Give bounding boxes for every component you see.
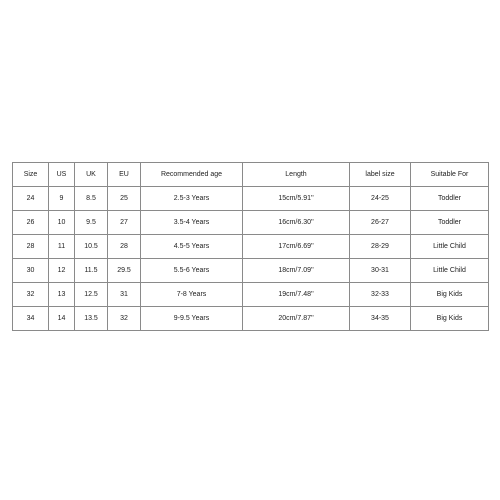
cell-label-size: 24-25 — [350, 187, 411, 211]
cell-uk: 11.5 — [75, 259, 108, 283]
table-row — [13, 259, 489, 283]
header-size: Size — [13, 163, 49, 187]
cell-recommended-age: 9-9.5 Years — [141, 307, 243, 331]
cell-suitable-for: Big Kids — [411, 283, 489, 307]
cell-suitable-for: Big Kids — [411, 307, 489, 331]
cell-us: 9 — [49, 187, 75, 211]
cell-length: 18cm/7.09'' — [243, 259, 350, 283]
cell-size: 34 — [13, 307, 49, 331]
cell-recommended-age: 5.5-6 Years — [141, 259, 243, 283]
cell-uk: 10.5 — [75, 235, 108, 259]
cell-eu: 31 — [108, 283, 141, 307]
cell-label-size: 26-27 — [350, 211, 411, 235]
header-uk: UK — [75, 163, 108, 187]
header-us: US — [49, 163, 75, 187]
cell-suitable-for: Little Child — [411, 235, 489, 259]
cell-eu: 29.5 — [108, 259, 141, 283]
cell-size: 28 — [13, 235, 49, 259]
cell-us: 10 — [49, 211, 75, 235]
cell-length: 20cm/7.87'' — [243, 307, 350, 331]
cell-label-size: 34-35 — [350, 307, 411, 331]
cell-us: 12 — [49, 259, 75, 283]
cell-suitable-for: Toddler — [411, 187, 489, 211]
cell-eu: 28 — [108, 235, 141, 259]
cell-uk: 9.5 — [75, 211, 108, 235]
cell-length: 19cm/7.48'' — [243, 283, 350, 307]
cell-length: 15cm/5.91'' — [243, 187, 350, 211]
cell-size: 30 — [13, 259, 49, 283]
header-recommended-age: Recommended age — [141, 163, 243, 187]
cell-recommended-age: 3.5-4 Years — [141, 211, 243, 235]
cell-label-size: 30-31 — [350, 259, 411, 283]
cell-eu: 32 — [108, 307, 141, 331]
cell-us: 13 — [49, 283, 75, 307]
cell-label-size: 32-33 — [350, 283, 411, 307]
cell-size: 24 — [13, 187, 49, 211]
cell-size: 26 — [13, 211, 49, 235]
table-row — [13, 187, 489, 211]
cell-suitable-for: Toddler — [411, 211, 489, 235]
header-suitable-for: Suitable For — [411, 163, 489, 187]
cell-length: 17cm/6.69'' — [243, 235, 350, 259]
cell-eu: 25 — [108, 187, 141, 211]
header-length: Length — [243, 163, 350, 187]
cell-label-size: 28-29 — [350, 235, 411, 259]
cell-uk: 13.5 — [75, 307, 108, 331]
cell-recommended-age: 7-8 Years — [141, 283, 243, 307]
cell-recommended-age: 4.5-5 Years — [141, 235, 243, 259]
table-row — [13, 307, 489, 331]
cell-recommended-age: 2.5-3 Years — [141, 187, 243, 211]
cell-size: 32 — [13, 283, 49, 307]
header-label-size: label size — [350, 163, 411, 187]
table-row — [13, 235, 489, 259]
cell-eu: 27 — [108, 211, 141, 235]
cell-length: 16cm/6.30'' — [243, 211, 350, 235]
table-header-row — [13, 163, 489, 187]
cell-uk: 8.5 — [75, 187, 108, 211]
cell-uk: 12.5 — [75, 283, 108, 307]
size-chart-table — [12, 162, 489, 331]
cell-us: 11 — [49, 235, 75, 259]
table-row — [13, 211, 489, 235]
cell-suitable-for: Little Child — [411, 259, 489, 283]
header-eu: EU — [108, 163, 141, 187]
table-row — [13, 283, 489, 307]
cell-us: 14 — [49, 307, 75, 331]
